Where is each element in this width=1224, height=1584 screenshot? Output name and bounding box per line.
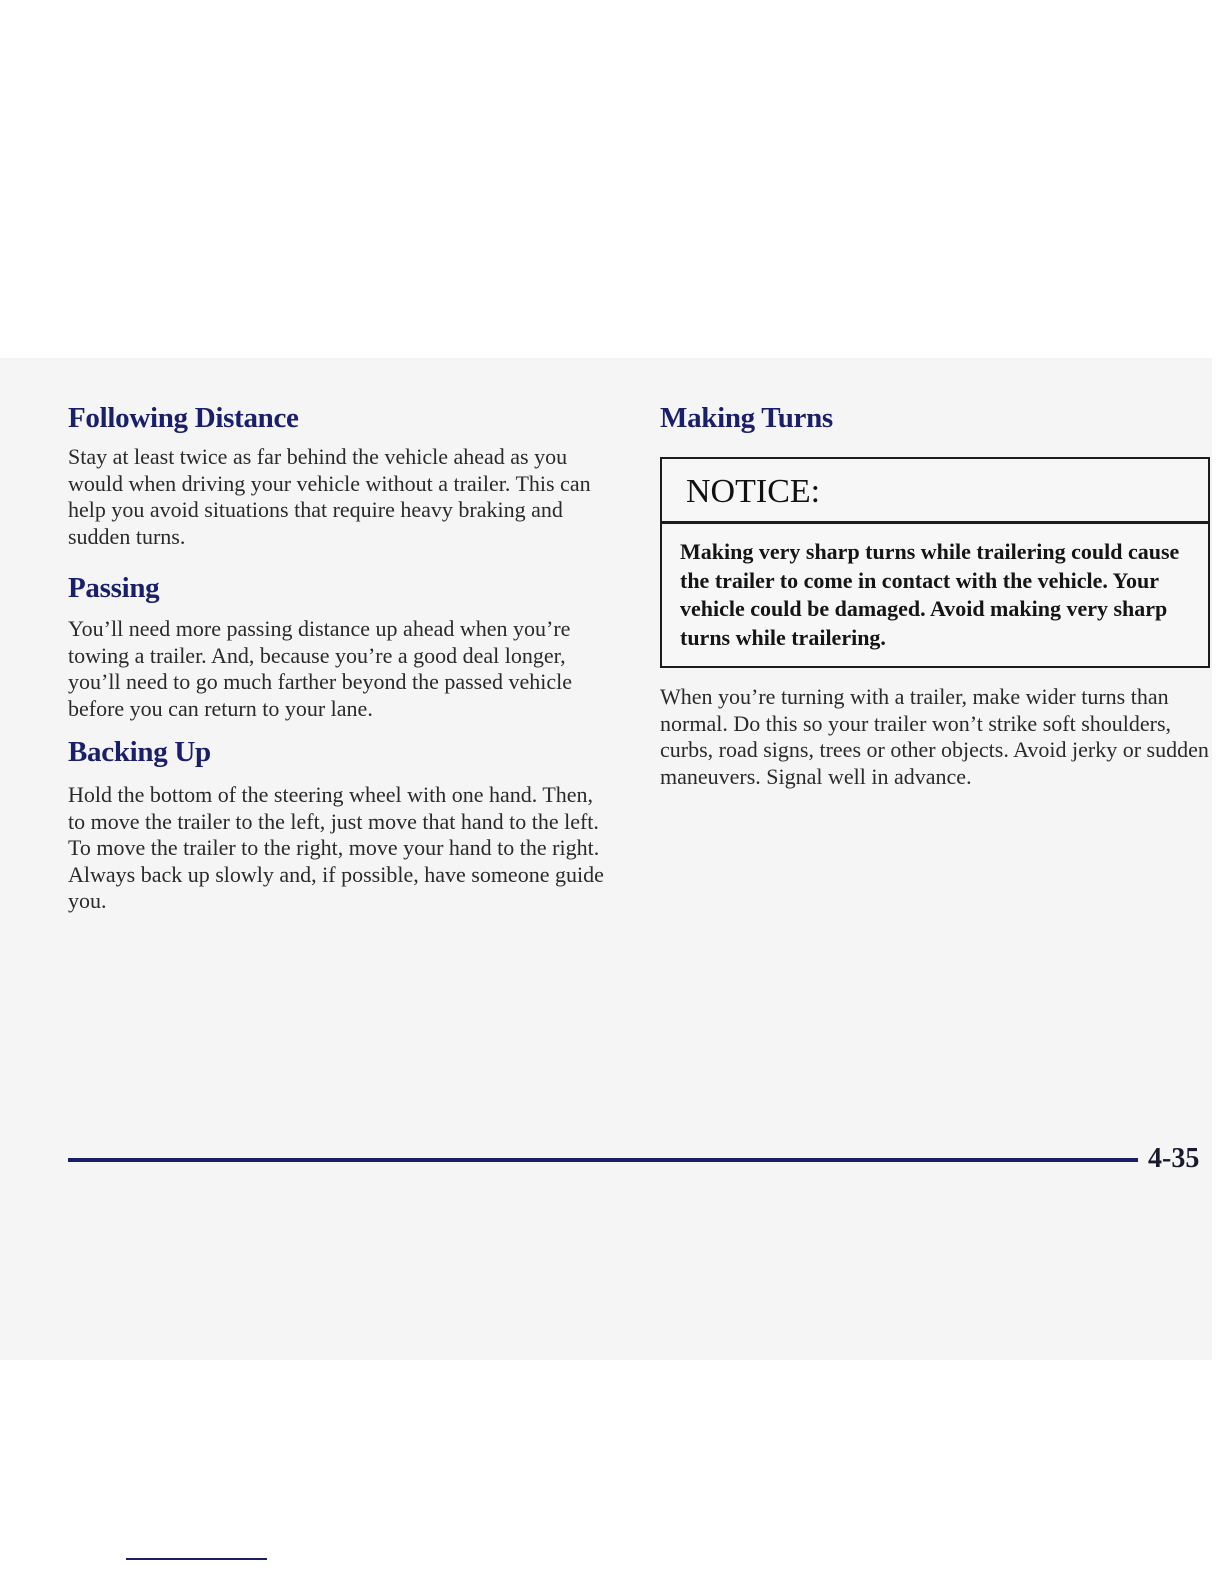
section-heading-following-distance: Following Distance: [68, 402, 299, 434]
page-number: 4-35: [1148, 1143, 1200, 1174]
notice-title: NOTICE:: [662, 459, 1208, 524]
section-body-following-distance: Stay at least twice as far behind the vehicle ahead as you would when driving your vehicle without a trailer. This can help you avoid situations that require heavy braking and sudden turns.: [68, 444, 591, 549]
right-column: [660, 400, 1212, 790]
left-column: [68, 400, 620, 915]
section-heading-backing-up: Backing Up: [68, 736, 211, 768]
section-heading-making-turns: Making Turns: [660, 402, 833, 434]
bottom-rule-mark: [126, 1558, 267, 1560]
section-heading-passing: Passing: [68, 572, 160, 604]
section-body-making-turns: When you’re turning with a trailer, make wider turns than normal. Do this so your trailer won’t strike soft shoulders, curbs, road signs, trees or other objects. Avoid jerky or sudden maneuvers. Signal well in advance.: [660, 684, 1209, 789]
section-body-backing-up: Hold the bottom of the steering wheel with one hand. Then, to move the trailer to the left, just move that hand to the left. To move the trailer to the right, move your hand to the right. Always back up slowly and, if possible, have someone guide you.: [68, 782, 604, 913]
notice-body: Making very sharp turns while trailering could cause the trailer to come in contact with the vehicle. Your vehicle could be damaged. Avoid making very sharp turns while trailering.: [680, 539, 1180, 650]
section-body-passing: You’ll need more passing distance up ahead when you’re towing a trailer. And, because you’re a good deal longer, you’ll need to go much farther beyond the passed vehicle before you can return to your lane.: [68, 616, 573, 721]
footer-rule: [68, 1158, 1138, 1162]
notice-box: [660, 457, 1210, 668]
